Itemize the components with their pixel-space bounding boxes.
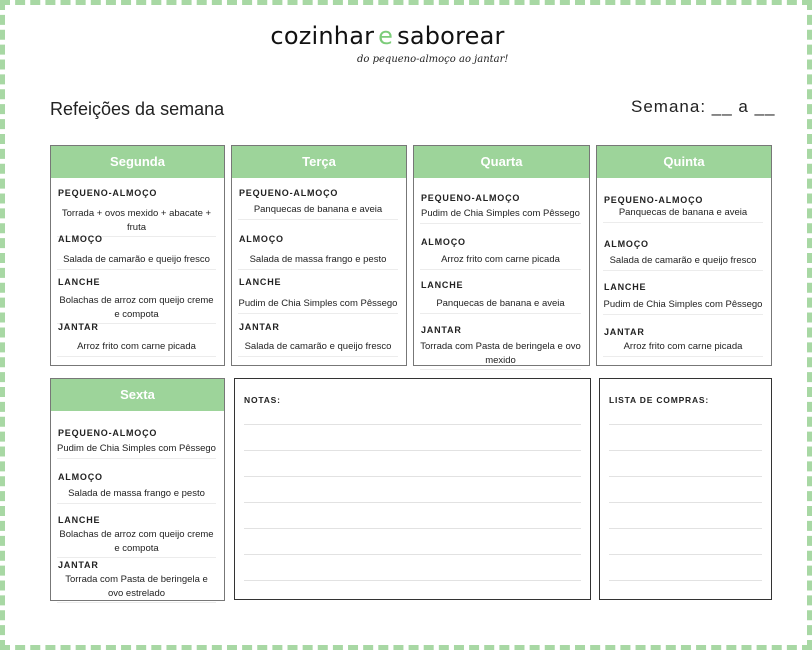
- notes-line: [244, 528, 581, 529]
- notes-line: [244, 476, 581, 477]
- meal-label-lunch: ALMOÇO: [421, 237, 466, 247]
- notes-label: NOTAS:: [244, 395, 281, 405]
- day-card-wednesday: [413, 145, 590, 366]
- meal-label-breakfast: PEQUENO-ALMOÇO: [239, 188, 339, 198]
- meal-label-snack: LANCHE: [58, 277, 101, 287]
- meal-label-dinner: JANTAR: [58, 560, 99, 570]
- meal-label-lunch: ALMOÇO: [604, 239, 649, 249]
- meal-breakfast: Pudim de Chia Simples com Pêssego: [57, 442, 216, 459]
- meal-lunch: Salada de camarão e queijo fresco: [603, 254, 763, 271]
- day-card-monday: [50, 145, 225, 366]
- week-range: Semana: __ a __: [631, 97, 776, 116]
- meal-label-breakfast: PEQUENO-ALMOÇO: [421, 193, 521, 203]
- shopping-line: [609, 528, 762, 529]
- meal-label-dinner: JANTAR: [58, 322, 99, 332]
- meal-label-snack: LANCHE: [604, 282, 647, 292]
- notes-line: [244, 554, 581, 555]
- meal-lunch: Arroz frito com carne picada: [420, 253, 581, 270]
- meal-breakfast: Pudim de Chia Simples com Pêssego: [420, 207, 581, 224]
- meal-breakfast: Panquecas de banana e aveia: [603, 206, 763, 223]
- meal-label-snack: LANCHE: [58, 515, 101, 525]
- meal-dinner: Arroz frito com carne picada: [57, 340, 216, 357]
- day-header: Quarta: [414, 146, 589, 178]
- shopping-line: [609, 502, 762, 503]
- meal-label-dinner: JANTAR: [239, 322, 280, 332]
- shopping-line: [609, 476, 762, 477]
- notes-line: [244, 580, 581, 581]
- notes-line: [244, 450, 581, 451]
- meal-snack: Pudim de Chia Simples com Pêssego: [603, 298, 763, 315]
- meal-dinner: Torrada com Pasta de beringela e ovo estrelado: [57, 573, 216, 603]
- meal-label-dinner: JANTAR: [604, 327, 645, 337]
- brand-word-2: saborear: [397, 22, 505, 50]
- meal-snack: Panquecas de banana e aveia: [420, 297, 581, 314]
- meal-label-lunch: ALMOÇO: [58, 472, 103, 482]
- meal-lunch: Salada de massa frango e pesto: [57, 487, 216, 504]
- meal-snack: Bolachas de arroz com queijo creme e compota: [57, 294, 216, 324]
- day-header: Sexta: [51, 379, 224, 411]
- shopping-line: [609, 450, 762, 451]
- brand-tagline: do pequeno-almoço ao jantar!: [357, 54, 509, 65]
- meal-breakfast: Torrada + ovos mexido + abacate + fruta: [57, 207, 216, 237]
- meal-label-breakfast: PEQUENO-ALMOÇO: [604, 195, 704, 205]
- shopping-line: [609, 554, 762, 555]
- day-header: Terça: [232, 146, 406, 178]
- day-header: Quinta: [597, 146, 771, 178]
- page-title: Refeições da semana: [50, 99, 225, 119]
- meal-snack: Pudim de Chia Simples com Pêssego: [238, 297, 398, 314]
- day-card-thursday: [596, 145, 772, 366]
- meal-label-snack: LANCHE: [421, 280, 464, 290]
- shopping-line: [609, 580, 762, 581]
- meal-label-snack: LANCHE: [239, 277, 282, 287]
- day-header: Segunda: [51, 146, 224, 178]
- meal-label-breakfast: PEQUENO-ALMOÇO: [58, 428, 158, 438]
- day-card-tuesday: [231, 145, 407, 366]
- notes-line: [244, 502, 581, 503]
- meal-label-dinner: JANTAR: [421, 325, 462, 335]
- meal-lunch: Salada de massa frango e pesto: [238, 253, 398, 270]
- day-card-friday: [50, 378, 225, 601]
- shopping-list-box[interactable]: [599, 378, 772, 600]
- shopping-line: [609, 424, 762, 425]
- meal-label-lunch: ALMOÇO: [239, 234, 284, 244]
- meal-label-breakfast: PEQUENO-ALMOÇO: [58, 188, 158, 198]
- brand-word-1: cozinhar: [270, 22, 375, 50]
- meal-dinner: Salada de camarão e queijo fresco: [238, 340, 398, 357]
- meal-snack: Bolachas de arroz com queijo creme e compota: [57, 528, 216, 558]
- brand-title: [270, 22, 504, 50]
- shopping-list-label: LISTA DE COMPRAS:: [609, 395, 710, 405]
- brand-amp: e: [378, 22, 394, 50]
- meal-dinner: Torrada com Pasta de beringela e ovo mexido: [420, 340, 581, 370]
- brand-logo: [0, 22, 775, 50]
- meal-breakfast: Panquecas de banana e aveia: [238, 203, 398, 220]
- meal-label-lunch: ALMOÇO: [58, 234, 103, 244]
- notes-box[interactable]: [234, 378, 591, 600]
- meal-dinner: Arroz frito com carne picada: [603, 340, 763, 357]
- meal-lunch: Salada de camarão e queijo fresco: [57, 253, 216, 270]
- notes-line: [244, 424, 581, 425]
